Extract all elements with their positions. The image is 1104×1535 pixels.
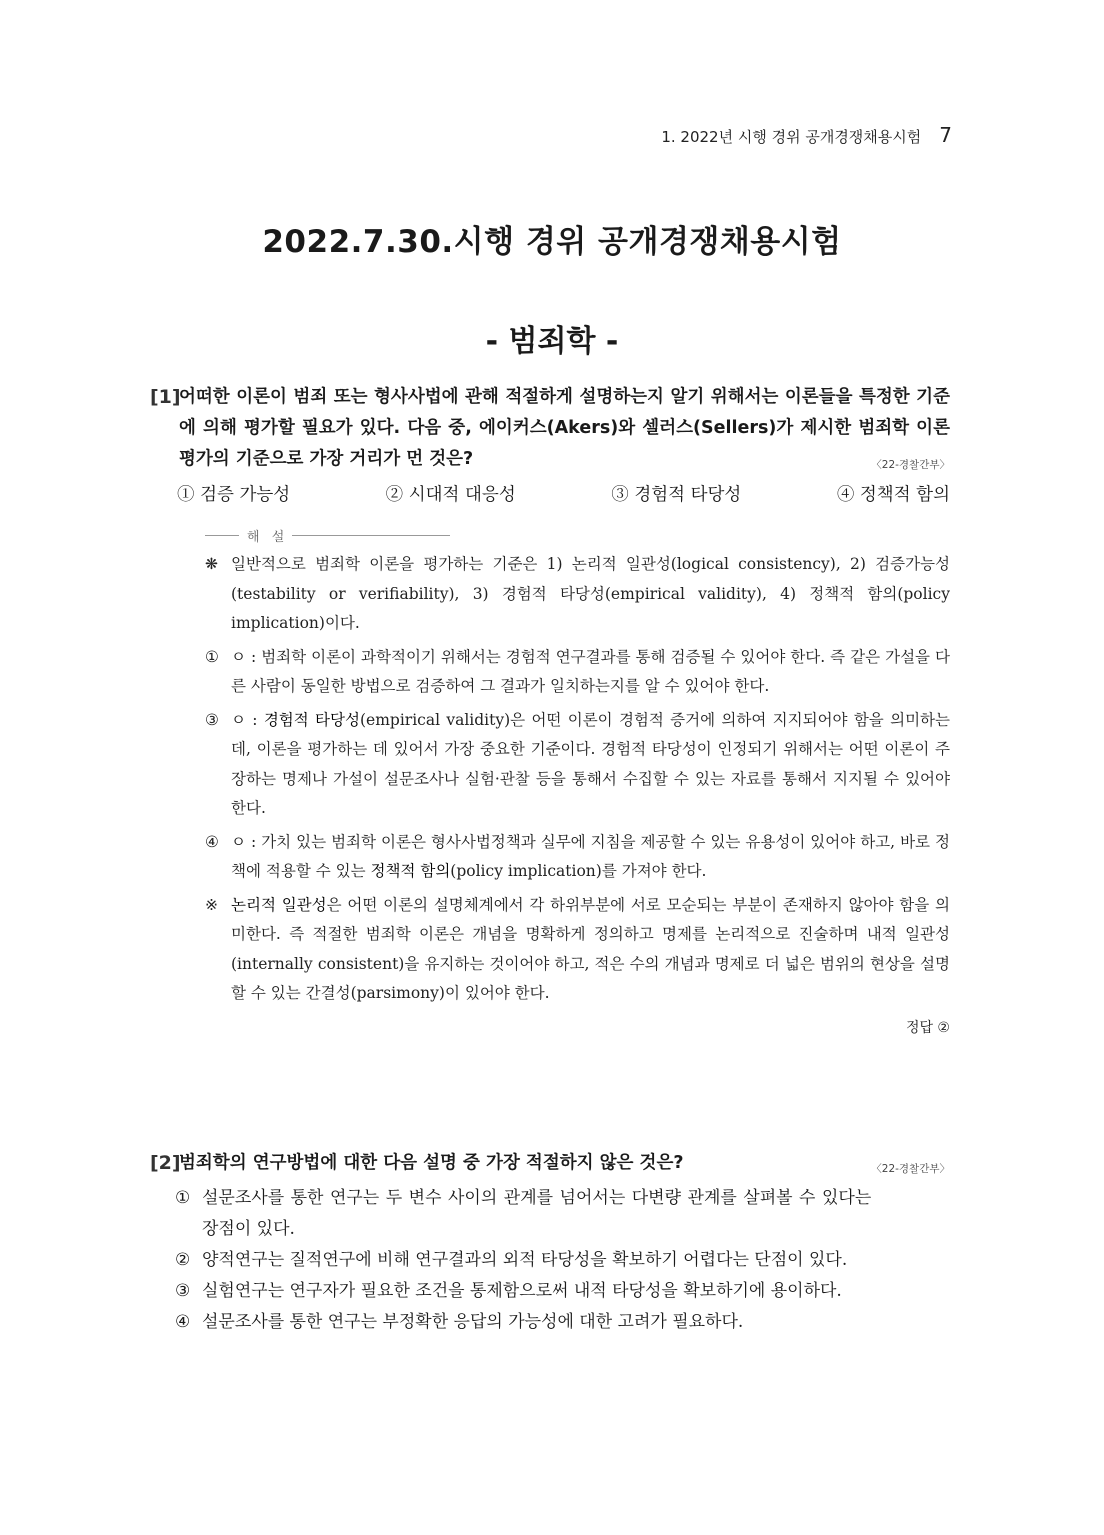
running-title: 1. 2022년 시행 경위 공개경쟁채용시험 <box>661 128 922 146</box>
question-stem <box>150 1148 950 1179</box>
option-2: ② 양적연구는 질적연구에 비해 연구결과의 외적 타당성을 확보하기 어렵다는 단점이 있다. <box>175 1250 848 1270</box>
explanation-item: ③ ㅇ : 경험적 타당성(empirical validity)은 어떤 이론이 경험적 증거에 의하여 지지되어야 함을 의미하는데, 이론을 평가하는 데 있어서 가장 중요한 기준이다. 경험적 타당성이 인정되기 위해서는 어떤 이론이 주장하는 명제나 가설이 설문조사나 실험·관찰 등을 통해서 수집할 수 있는 자료를 통해서 지지될 수 있어야 한다. <box>205 710 950 817</box>
option-2: ② 시대적 대응성 <box>385 485 516 505</box>
explanation-item: ❋ 일반적으로 범죄학 이론을 평가하는 기준은 1) 논리적 일관성(logical consistency), 2) 검증가능성(testability or verifiability), 3) 경험적 타당성(empirical validity), 4) 정책적 함의(policy implication)이다. <box>205 550 950 639</box>
question-text: 어떠한 이론이 범죄 또는 형사사법에 관해 적절하게 설명하는지 알기 위해서는 이론들을 특정한 기준에 의해 평가할 필요가 있다. 다음 중, 에이커스(Akers)와 셀러스(Sellers)가 제시한 범죄학 이론 평가의 기준으로 가장 거리가 먼 것은? <box>179 387 950 469</box>
option-1: ① 검증 가능성 <box>177 485 291 505</box>
reference-mark-icon: ※ <box>205 895 218 914</box>
answer: 정답 ② <box>905 1019 950 1036</box>
option-3: ③ 실험연구는 연구자가 필요한 조건을 통제함으로써 내적 타당성을 확보하기에 용이하다. <box>175 1281 842 1301</box>
option-list <box>175 1183 950 1338</box>
explanation-item: ※ 논리적 일관성은 어떤 이론의 설명체계에서 각 하위부분에 서로 모순되는 부분이 존재하지 않아야 함을 의미한다. 즉 적절한 범죄학 이론은 개념을 명확하게 정의하고 명제를 논리적으로 진술하며 내적 일관성(internally consistent)을 유지하는 것이어야 하고, 적은 수의 개념과 명제로 더 넓은 범위의 현상을 설명할 수 있는 간결성(parsimony)이 있어야 한다. <box>205 891 950 1009</box>
asterism-icon: ❋ <box>205 555 218 573</box>
subject-title: - 범죄학 - <box>485 324 619 359</box>
question-source: 〈22-경찰간부〉 <box>871 459 950 471</box>
question-source: 〈22-경찰간부〉 <box>871 1163 950 1175</box>
question-text: 범죄학의 연구방법에 대한 다음 설명 중 가장 적절하지 않은 것은? <box>179 1153 684 1173</box>
key-term: 논리적 일관성 <box>231 895 327 914</box>
exam-title: 2022.7.30.시행 경위 공개경쟁채용시험 <box>262 224 842 260</box>
explanation-label: 해 설 <box>247 529 289 545</box>
running-header <box>661 123 952 147</box>
page-number: 7 <box>939 123 952 147</box>
explanation-header <box>205 524 950 546</box>
explanation-section <box>205 524 950 1037</box>
question-2 <box>150 1148 950 1338</box>
question-number: [2] <box>150 1152 181 1174</box>
option-3: ③ 경험적 타당성 <box>611 485 742 505</box>
option-4: ④ 설문조사를 통한 연구는 부정확한 응답의 가능성에 대한 고려가 필요하다. <box>175 1312 744 1332</box>
divider <box>205 535 239 536</box>
question-stem <box>150 382 950 475</box>
divider <box>292 535 450 536</box>
option-1: ① 설문조사를 통한 연구는 두 변수 사이의 관계를 넘어서는 다변량 관계를 살펴볼 수 있다는 장점이 있다. <box>175 1188 872 1239</box>
key-term: 경험적 타당성 <box>263 710 360 729</box>
option-list <box>177 481 950 506</box>
key-term: 정책적 함의 <box>370 862 451 880</box>
question-number: [1] <box>150 386 181 408</box>
option-4: ④ 정책적 함의 <box>836 485 950 505</box>
question-1 <box>150 382 950 1037</box>
explanation-item: ① ㅇ : 범죄학 이론이 과학적이기 위해서는 경험적 연구결과를 통해 검증될 수 있어야 한다. 즉 같은 가설을 다른 사람이 동일한 방법으로 검증하여 그 결과가 일치하는지를 알 수 있어야 한다. <box>205 647 950 695</box>
explanation-item: ④ ㅇ : 가치 있는 범죄학 이론은 형사사법정책과 실무에 지침을 제공할 수 있는 유용성이 있어야 하고, 바로 정책에 적용할 수 있는 정책적 함의(policy implication)를 가져야 한다. <box>205 832 950 880</box>
